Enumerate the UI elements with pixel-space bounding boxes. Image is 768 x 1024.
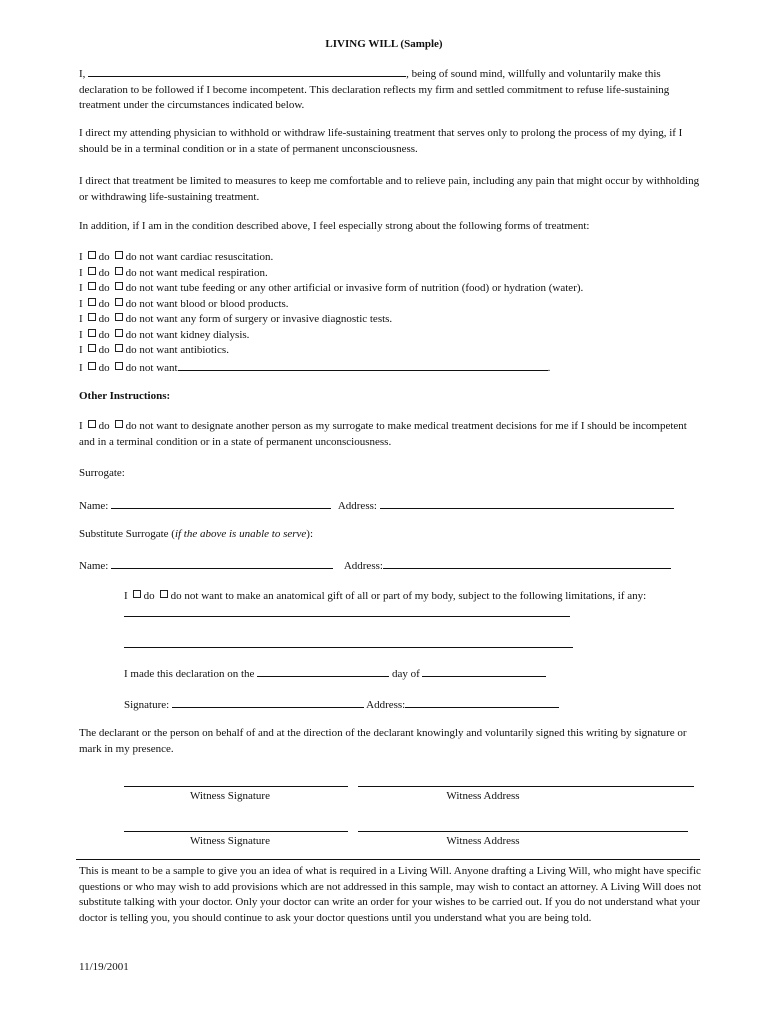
section-divider bbox=[76, 859, 700, 860]
signature-row: Signature: Address: bbox=[124, 696, 559, 714]
intro-paragraph bbox=[79, 65, 703, 114]
gift-limitation-line[interactable] bbox=[124, 647, 573, 648]
treatment-item: I do do not want medical respiration. bbox=[79, 266, 268, 279]
signature-field[interactable] bbox=[172, 696, 364, 708]
other-treatment-field[interactable] bbox=[178, 359, 548, 371]
intro-rest-line1: , being of sound mind, willfully and voluntarily make this bbox=[406, 68, 661, 80]
treatment-list bbox=[79, 250, 583, 376]
do-checkbox[interactable] bbox=[88, 267, 96, 275]
surrogate-address-field[interactable] bbox=[380, 497, 674, 509]
surrogate-name-field[interactable] bbox=[111, 497, 331, 509]
do-checkbox[interactable] bbox=[88, 313, 96, 321]
witness-address-line[interactable] bbox=[358, 786, 694, 787]
do-checkbox[interactable] bbox=[88, 362, 96, 370]
substitute-address-field[interactable] bbox=[383, 557, 671, 569]
witness-paragraph: The declarant or the person on behalf of and at the direction of the declarant knowingly and voluntarily signed this writing by signature or mark in my presence. bbox=[79, 727, 687, 755]
surrogate-label: Surrogate: bbox=[79, 467, 125, 479]
do-checkbox[interactable] bbox=[88, 282, 96, 290]
do-not-checkbox[interactable] bbox=[115, 267, 123, 275]
paragraph-limit: I direct that treatment be limited to measures to keep me comfortable and to relieve pain, including any pain that might occur by withholding or withdrawing life-sustaining treatment. bbox=[79, 175, 700, 203]
substitute-name-field[interactable] bbox=[111, 557, 333, 569]
do-checkbox[interactable] bbox=[88, 344, 96, 352]
treatment-item: I do do not want any form of surgery or invasive diagnostic tests. bbox=[79, 313, 393, 325]
do-not-checkbox[interactable] bbox=[115, 362, 123, 370]
witness-signature-caption: Witness Signature bbox=[190, 790, 270, 802]
do-not-checkbox[interactable] bbox=[115, 313, 123, 321]
document-date: 11/19/2001 bbox=[79, 961, 129, 973]
paragraph-addition: In addition, if I am in the condition described above, I feel especially strong about the following forms of treatment: bbox=[79, 220, 590, 232]
do-checkbox[interactable] bbox=[88, 298, 96, 306]
witness-signature-line[interactable] bbox=[124, 831, 348, 832]
witness-signature-caption: Witness Signature bbox=[190, 835, 270, 847]
do-not-checkbox[interactable] bbox=[115, 344, 123, 352]
do-not-checkbox[interactable] bbox=[160, 590, 168, 598]
substitute-surrogate-label: Substitute Surrogate (if the above is unable to serve): bbox=[79, 528, 314, 540]
do-checkbox[interactable] bbox=[88, 251, 96, 259]
do-not-checkbox[interactable] bbox=[115, 251, 123, 259]
witness-address-caption: Witness Address bbox=[446, 835, 520, 847]
do-checkbox[interactable] bbox=[88, 329, 96, 337]
gift-limitation-line[interactable] bbox=[124, 616, 570, 617]
other-instructions-heading: Other Instructions: bbox=[79, 390, 171, 402]
declaration-day-field[interactable] bbox=[257, 665, 389, 677]
declaration-date-row: I made this declaration on the day of bbox=[124, 665, 546, 683]
do-not-checkbox[interactable] bbox=[115, 420, 123, 428]
treatment-item: I do do not want kidney dialysis. bbox=[79, 328, 250, 341]
paragraph-withhold: I direct my attending physician to withhold or withdraw life-sustaining treatment that serves only to prolong the process of my dying, if I should be in a terminal condition or in a state of permanent unconsciousness. bbox=[79, 127, 683, 155]
witness-address-caption: Witness Address bbox=[446, 790, 520, 802]
treatment-item: I do do not want cardiac resuscitation. bbox=[79, 251, 274, 263]
do-not-checkbox[interactable] bbox=[115, 282, 123, 290]
treatment-item: I do do not want antibiotics. bbox=[79, 344, 229, 356]
signature-address-field[interactable] bbox=[405, 696, 559, 708]
declaration-month-field[interactable] bbox=[422, 665, 546, 677]
do-checkbox[interactable] bbox=[133, 590, 141, 598]
do-not-checkbox[interactable] bbox=[115, 298, 123, 306]
intro-lead: I, bbox=[79, 68, 86, 80]
substitute-row: Name: Address: bbox=[79, 557, 671, 575]
treatment-item: I do do not want blood or blood products. bbox=[79, 297, 289, 310]
do-checkbox[interactable] bbox=[88, 420, 96, 428]
intro-rest-text: declaration to be followed if I become incompetent. This declaration reflects my firm and settled commitment to refuse life-sustaining treatment under the circumstances indicated below. bbox=[79, 83, 670, 111]
anatomical-gift-choice: I do do not want to make an anatomical gift of all or part of my body, subject to the following limitations, if any: bbox=[124, 590, 647, 602]
treatment-item-other: I do do not want . bbox=[79, 359, 583, 377]
surrogate-choice: I do do not want to designate another person as my surrogate to make medical treatment decisions for me if I should be incompetent and in a terminal condition or in a state of permanent unconsciousness. bbox=[79, 420, 687, 448]
declarant-name-field[interactable] bbox=[88, 65, 406, 77]
surrogate-row: Name: Address: bbox=[79, 497, 674, 515]
treatment-item: I do do not want tube feeding or any other artificial or invasive form of nutrition (food) or hydration (water). bbox=[79, 282, 584, 294]
witness-signature-line[interactable] bbox=[124, 786, 348, 787]
document-title: LIVING WILL (Sample) bbox=[325, 38, 443, 50]
disclaimer-paragraph: This is meant to be a sample to give you an idea of what is required in a Living Will. Anyone drafting a Living Will, who might have specific questions or who may wish to add provisions which are not addressed in this sample, may wish to contact an attorney. A Living Will does not substitute talking with your doctor. Only your doctor can write an order for your wishes to be carried out. If you do not understand what your doctor is telling you, you should continue to ask your doctor questions until you understand what you are being told. bbox=[79, 865, 702, 924]
witness-address-line[interactable] bbox=[358, 831, 688, 832]
do-not-checkbox[interactable] bbox=[115, 329, 123, 337]
